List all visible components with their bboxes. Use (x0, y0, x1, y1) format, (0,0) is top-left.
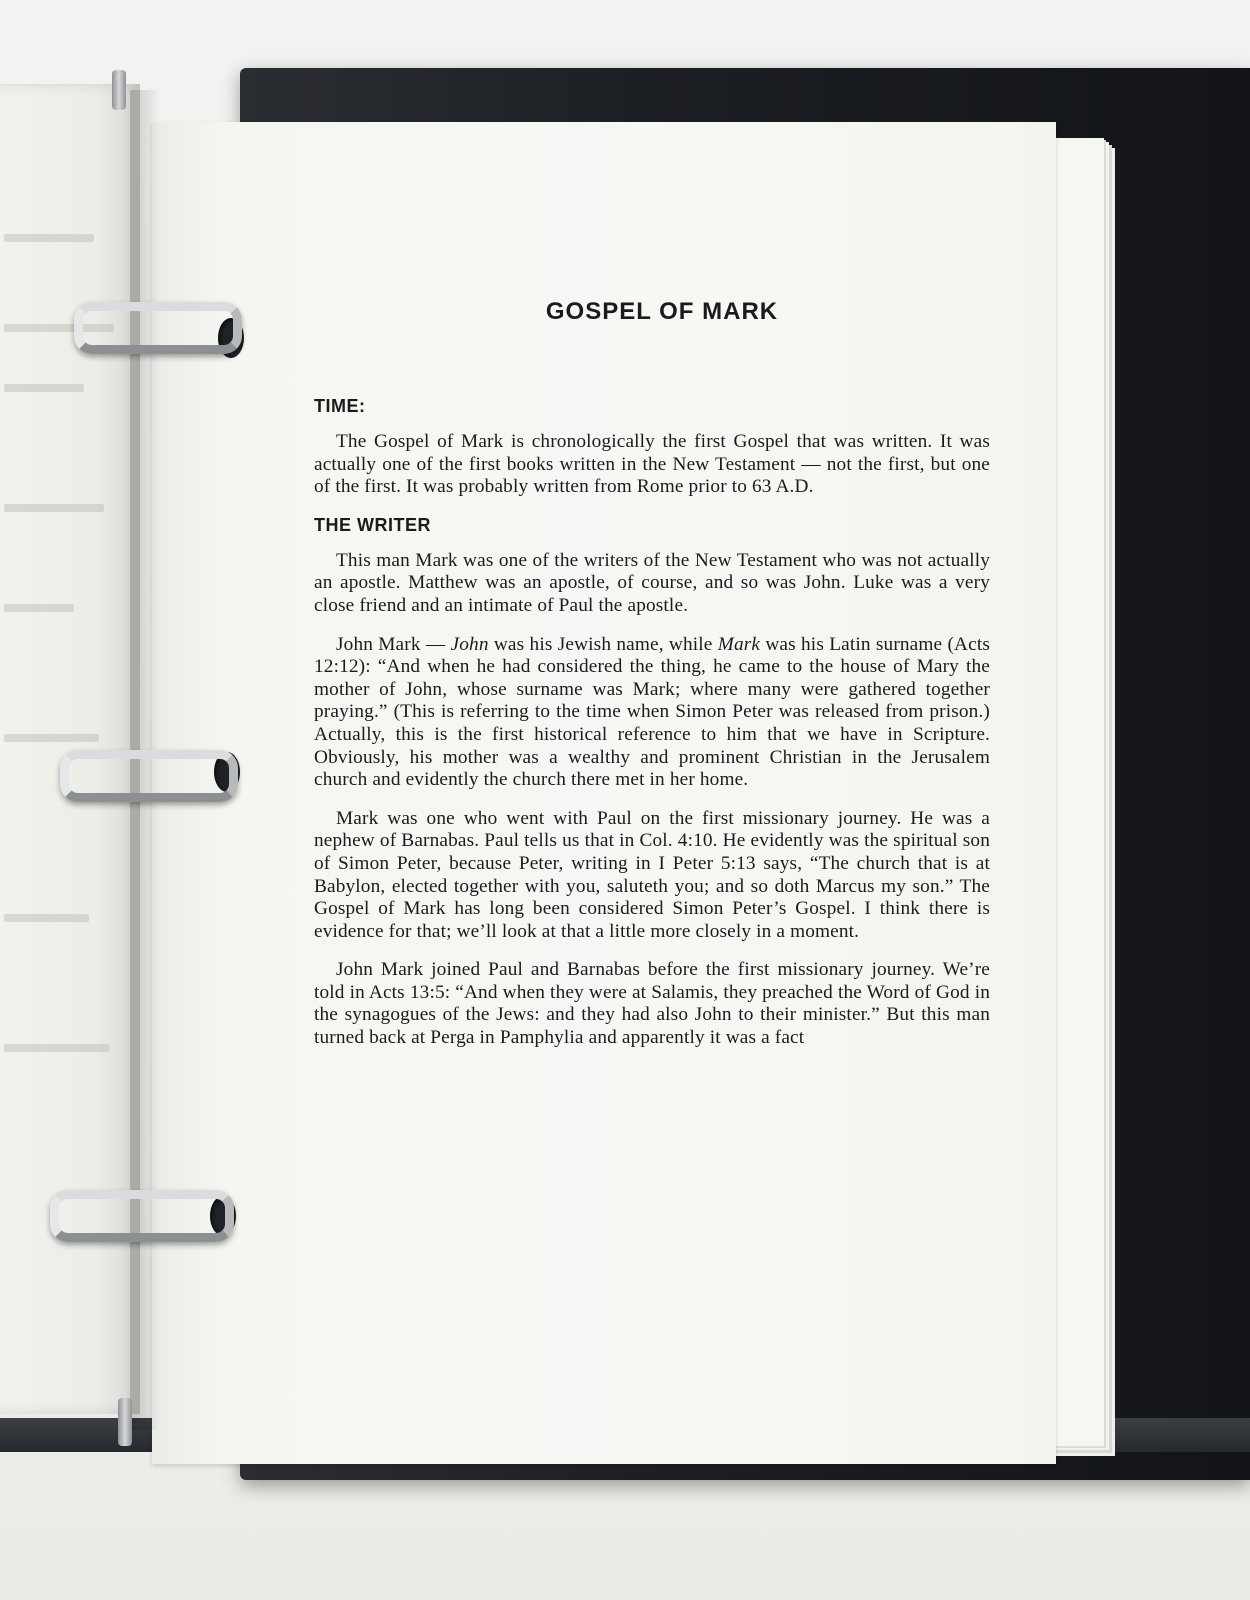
john-mark-mid: was his Jewish name, while (488, 633, 718, 655)
section-heading-writer: THE WRITER (314, 514, 431, 535)
ring-post-bottom (118, 1398, 132, 1446)
john-mark-lead: John Mark — (336, 633, 451, 655)
john-name: John (450, 633, 489, 655)
paragraph-perga: John Mark joined Paul and Barnabas before the first missionary journey. We’re told in Acts 13:5: “And when they were at Salamis, they preached the Word of God in the synagogues of the Jews: and they had also John to their minister.” But this man turned back at Perga in Pamphylia and apparently it was a fact (314, 959, 990, 1049)
section-heading-time: TIME: (314, 396, 366, 416)
page-title: GOSPEL OF MARK (545, 298, 779, 325)
paragraph-time: The Gospel of Mark is chronologically the first Gospel that was written. It was actually one of the first books written in the New Testament — not the first, but one of the first. It was probably written from Rome prior to 63 A.D. (314, 431, 990, 498)
binder-ring-top (74, 302, 242, 354)
paragraph-missionary-journey: Mark was one who went with Paul on the first missionary journey. He was a nephew of Barnabas. Paul tells us that in Col. 4:10. He evidently was the spiritual son of Simon Peter, because Peter, writing in I Peter 5:13 says, “The church that is at Babylon, elected together with you, saluteth you; and so doth Marcus my son.” The Gospel of Mark has long been considered Simon Peter’s Gospel. I think there is evidence for that; we’ll look at that a little more closely in a moment. (314, 807, 990, 942)
faded-text-line (4, 604, 74, 612)
john-mark-rest: was his Latin surname (Acts 12:12): “And when he had considered the thing, he came to the house of Mary the mother of John, whose surname was Mark; where many were gathered together praying.” (This is referring to the time when Simon Peter was released from prison.) Actually, this is the first historical reference to him that we have in Scripture. Obviously, his mother was a wealthy and prominent Christian in the Jerusalem church and evidently the church there met in her home. (314, 633, 990, 791)
page-text (314, 298, 990, 1066)
faded-text-line (4, 384, 84, 392)
mark-name: Mark (717, 633, 761, 655)
faded-text-line (4, 1044, 109, 1052)
faded-text-line (4, 234, 94, 242)
paragraph-writer-intro: This man Mark was one of the writers of the New Testament who was not actually an apostle. Matthew was an apostle, of course, and so was John. Luke was a very close friend and an intimate of Paul the apostle. (314, 549, 990, 616)
binder-ring-bottom (50, 1190, 234, 1242)
faded-text-line (4, 504, 104, 512)
paragraph-john-mark (314, 634, 990, 792)
faded-text-line (4, 914, 89, 922)
faded-text-line (4, 734, 99, 742)
binder-ring-middle (60, 750, 238, 802)
ring-post-top (112, 70, 126, 110)
